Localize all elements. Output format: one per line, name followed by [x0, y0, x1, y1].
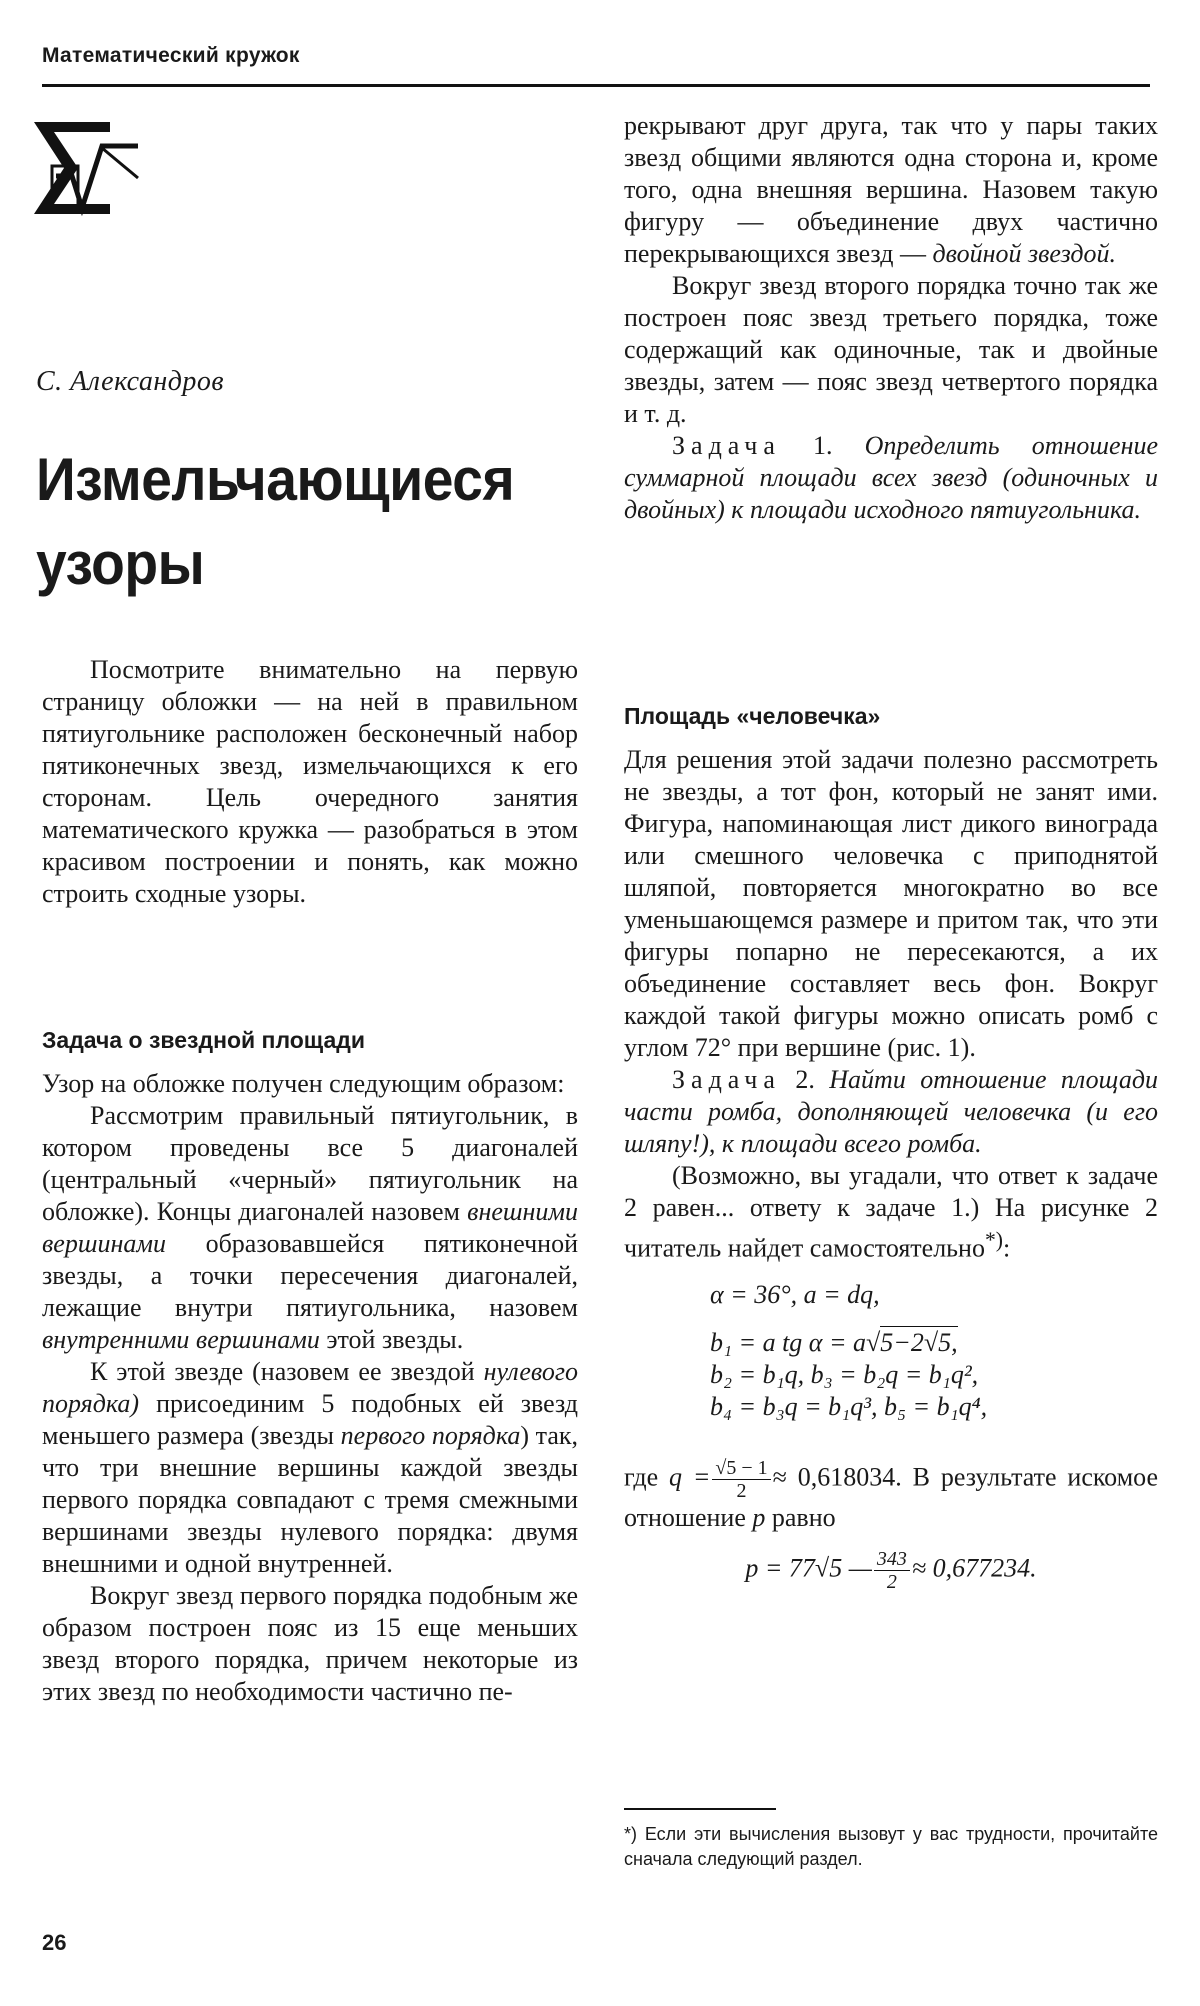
left-column — [42, 1024, 578, 1708]
paragraph: рекрывают друг друга, так что у пары таких звезд общими являются одна сторона и, кроме того, одна внешняя вершина. Назовем такую фигуру — объединение двух частично перекрывающихся звезд — двойной звездой. — [624, 111, 1158, 268]
paragraph: (Возможно, вы угадали, что ответ к задаче 2 равен... ответу к задаче 1.) На рисунке 2 читатель найдет самостоятельно*): — [624, 1161, 1158, 1263]
formula-p: p = 77√5 — $\frac{343}{2}$ ≈ 0,677234. — [745, 1547, 1037, 1593]
formula-block: α = 36°, a = dq, b₁ = a tg α = a√5−2√5, b₂ = b₁q, b₃ = b₂q = b₁q², b₄ = b₃q = b₁q³, b₅ = b₁q⁴, — [710, 1279, 988, 1421]
paragraph: Узор на обложке получен следующим образом: — [42, 1069, 565, 1098]
paragraph: где q = $\frac{√5 - 1}{2}$ ≈ 0,618034. В результате искомое отношение p равно — [624, 1456, 1159, 1532]
right-column-top — [624, 110, 1158, 526]
section-heading: Задача о звездной площади — [42, 1027, 366, 1053]
paragraph: Вокруг звезд второго порядка точно так же построен пояс звезд третьего порядка, тоже содержащий как одиночные, так и двойные звезды, затем — пояс звезд четвертого порядка и т. д. — [624, 271, 1158, 428]
task-1: Задача 1. Определить отношение суммарной площади всех звезд (одиночных и двойных) к площади исходного пятиугольника. — [624, 431, 1159, 524]
footnote-rule — [624, 1808, 776, 1810]
task-2: Задача 2. Найти отношение площади части ромба, дополняющей человечка (и его шляпу!), к площади всего ромба. — [624, 1065, 1159, 1158]
article-title: Измельчающиеся узоры — [36, 446, 515, 597]
page-number: 26 — [42, 1930, 67, 1955]
paragraph: К этой звезде (назовем ее звездой нулевого порядка) присоединим 5 подобных ей звезд меньшего размера (звезды первого порядка) так, что три внешние вершины каждой звезды первого порядка совпадают с тремя смежными вершинами звезды нулевого порядка: двумя внешними и одной внутренней. — [42, 1357, 579, 1578]
paragraph: Рассмотрим правильный пятиугольник, в котором проведены все 5 диагоналей (центральный «черный» пятиугольник на обложке). Концы диагоналей назовем внешними вершинами образовавшейся пятиконечной звезды, а точки пересечения диагоналей, лежащие внутри пятиугольника, назовем внутренними вершинами этой звезды. — [42, 1101, 578, 1354]
header-rule — [42, 84, 1150, 87]
section-header: Математический кружок — [42, 44, 300, 67]
paragraph: Вокруг звезд первого порядка подобным же образом построен пояс из 15 еще меньших звезд второго порядка, причем некоторые из этих звезд по необходимости частично пе- — [42, 1581, 578, 1706]
author-name: С. Александров — [36, 366, 225, 397]
sigma-square-root-logo-icon — [30, 118, 142, 220]
section-heading: Площадь «человечка» — [624, 703, 881, 729]
right-column-bottom — [624, 700, 1158, 1593]
paragraph: Для решения этой задачи полезно рассмотреть не звезды, а тот фон, который не занят ими. Фигура, напоминающая лист дикого винограда или смешного человечка с приподнятой шляпой, повторяется многократно во все уменьшающемся размере и притом так, что эти фигуры попарно не пересекаются, а их объединение составляет весь фон. Вокруг каждой такой фигуры можно описать ромб с углом 72° при вершине (рис. 1). — [624, 745, 1158, 1062]
intro-paragraph: Посмотрите внимательно на первую страницу обложки — на ней в правильном пятиугольнике расположен бесконечный набор пятиконечных звезд, измельчающихся к его сторонам. Цель очередного занятия математического кружка — разобраться в этом красивом построении и понять, как можно строить сходные узоры. — [42, 655, 578, 908]
footnote: *) Если эти вычисления вызовут у вас трудности, прочитайте сначала следующий раздел. — [624, 1824, 1158, 1869]
